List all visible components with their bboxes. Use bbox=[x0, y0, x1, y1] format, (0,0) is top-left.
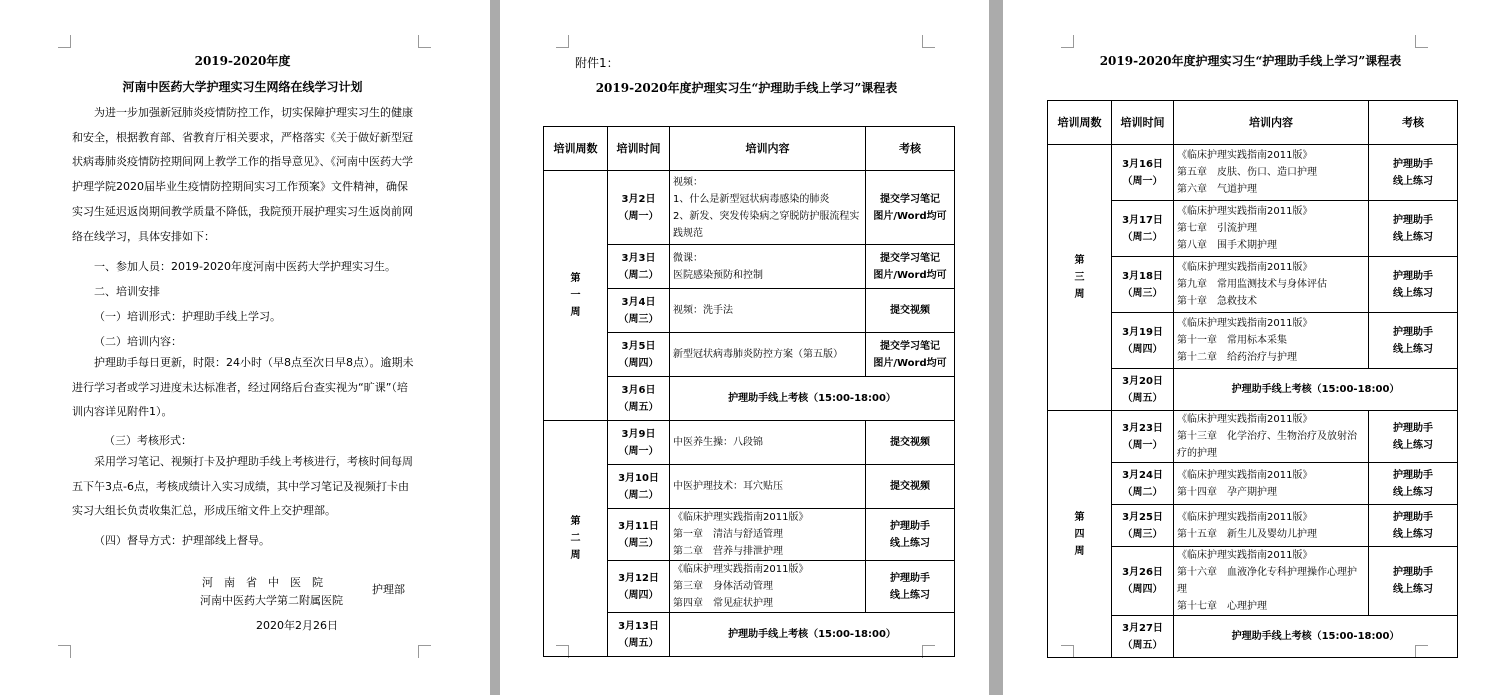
content-line: 《临床护理实践指南2011版》 bbox=[1177, 318, 1313, 329]
date-cell bbox=[1112, 145, 1174, 201]
date-text: 3月12日 bbox=[618, 572, 659, 584]
assessment-line: 护理助手 bbox=[1393, 422, 1433, 434]
weekday-text: （周五） bbox=[1122, 639, 1163, 651]
weekday-text: （周一） bbox=[618, 210, 659, 222]
table-header-cell: 考核 bbox=[1369, 101, 1458, 145]
schedule-title: 2019-2020年度护理实习生“护理助手线上学习”课程表 bbox=[1099, 54, 1402, 68]
assessment-line: 护理助手 bbox=[890, 572, 930, 584]
weekday-text: （周二） bbox=[618, 269, 659, 281]
document-page-2 bbox=[500, 0, 989, 695]
table-header-cell: 考核 bbox=[866, 127, 955, 171]
corner-mark bbox=[418, 645, 431, 658]
date-cell bbox=[608, 171, 670, 245]
content-cell bbox=[1174, 411, 1369, 463]
week-label-char: 二 bbox=[570, 533, 581, 544]
corner-mark bbox=[1061, 35, 1074, 48]
table-header-cell: 培训周数 bbox=[544, 127, 608, 171]
week-label bbox=[544, 171, 608, 421]
assessment-line: 线上练习 bbox=[890, 537, 930, 549]
document-page-1 bbox=[0, 0, 490, 695]
date-text: 3月18日 bbox=[1122, 270, 1163, 282]
content-cell bbox=[670, 421, 866, 465]
content-line: 第十七章 心理护理 bbox=[1177, 601, 1267, 612]
assessment-cell bbox=[1369, 505, 1458, 547]
content-line: 第十五章 新生儿及婴幼儿护理 bbox=[1177, 528, 1317, 540]
table-header-cell: 培训时间 bbox=[1112, 101, 1174, 145]
week-label-char: 第 bbox=[570, 516, 581, 527]
content-line: 《临床护理实践指南2011版》 bbox=[1177, 262, 1313, 273]
assessment-cell bbox=[866, 245, 955, 289]
content-cell bbox=[670, 245, 866, 289]
assessment-cell bbox=[1369, 411, 1458, 463]
weekday-text: （周三） bbox=[618, 313, 659, 325]
content-line: 微课： bbox=[673, 252, 703, 264]
weekday-text: （周一） bbox=[1122, 175, 1163, 187]
schedule-table-weeks-3-4 bbox=[1047, 100, 1458, 658]
content-line: 中医养生操：八段锦 bbox=[673, 437, 763, 448]
content-line: 《临床护理实践指南2011版》 bbox=[1177, 550, 1313, 561]
assessment-heading: （三）考核形式： bbox=[104, 434, 192, 447]
content-line: 视频：洗手法 bbox=[673, 305, 733, 316]
assessment-cell bbox=[866, 421, 955, 465]
date-cell bbox=[1112, 369, 1174, 411]
content-line: 第四章 常见症状护理 bbox=[673, 598, 773, 609]
assessment-cell bbox=[1369, 313, 1458, 369]
week-label-char: 周 bbox=[570, 550, 581, 561]
content-line: 1、什么是新型冠状病毒感染的肺炎 bbox=[673, 193, 830, 205]
date-cell bbox=[608, 245, 670, 289]
content-line: 第八章 围手术期护理 bbox=[1177, 240, 1277, 251]
date-text: 3月11日 bbox=[618, 520, 659, 532]
assessment-line: 护理助手 bbox=[890, 520, 930, 532]
content-cell bbox=[1174, 547, 1369, 616]
content-line: 《临床护理实践指南2011版》 bbox=[1177, 150, 1313, 161]
exam-cell: 护理助手线上考核（15:00-18:00） bbox=[1174, 369, 1458, 411]
assessment-line: 线上练习 bbox=[1393, 486, 1433, 498]
plan-title-line1: 2019-2020年度 bbox=[194, 54, 291, 68]
section-participants: 一、参加人员：2019-2020年度河南中医药大学护理实习生。 bbox=[94, 260, 396, 273]
date-cell bbox=[608, 561, 670, 613]
week-label-char: 一 bbox=[570, 290, 581, 301]
content-line: 第十四章 孕产期护理 bbox=[1177, 486, 1277, 498]
weekday-text: （周一） bbox=[618, 445, 659, 457]
content-line: 第三章 身体活动管理 bbox=[673, 581, 773, 592]
date-text: 3月20日 bbox=[1122, 375, 1163, 387]
corner-mark bbox=[1415, 35, 1428, 48]
date-text: 3月19日 bbox=[1122, 326, 1163, 338]
content-line: 第七章 引流护理 bbox=[1177, 223, 1257, 234]
assessment-line: 图片/Word均可 bbox=[873, 357, 947, 369]
content-cell bbox=[670, 333, 866, 377]
weekday-text: （周五） bbox=[1122, 392, 1163, 404]
date-text: 3月17日 bbox=[1122, 214, 1163, 226]
date-cell bbox=[1112, 411, 1174, 463]
date-cell bbox=[1112, 547, 1174, 616]
content-line: 《临床护理实践指南2011版》 bbox=[1177, 206, 1313, 217]
content-cell bbox=[1174, 505, 1369, 547]
week-label-char: 周 bbox=[570, 307, 581, 318]
assessment-line: 护理助手 bbox=[1393, 270, 1433, 282]
content-line: 视频： bbox=[673, 176, 703, 188]
content-cell bbox=[670, 509, 866, 561]
signature-department: 护理部 bbox=[372, 583, 405, 596]
content-line: 第一章 清洁与舒适管理 bbox=[673, 529, 783, 540]
weekday-text: （周四） bbox=[618, 589, 659, 601]
table-row bbox=[1048, 411, 1458, 463]
date-cell bbox=[1112, 463, 1174, 505]
date-cell bbox=[608, 613, 670, 657]
plan-title-line2: 河南中医药大学护理实习生网络在线学习计划 bbox=[122, 80, 363, 94]
weekday-text: （周二） bbox=[1122, 231, 1163, 243]
training-content-paragraph: 护理助手每日更新，时限：24小时（早8点至次日早8点）。逾期未进行学习者或学习进度未达标准者，经过网络后台查实视为“旷课”（培训内容详见附件1）。 bbox=[72, 356, 414, 419]
assessment-line: 图片/Word均可 bbox=[873, 210, 947, 222]
content-line: 第五章 皮肤、伤口、造口护理 bbox=[1177, 167, 1317, 178]
content-cell bbox=[670, 561, 866, 613]
content-line: 医院感染预防和控制 bbox=[673, 269, 763, 281]
weekday-text: （周四） bbox=[1122, 584, 1163, 595]
weekday-text: （周四） bbox=[1122, 343, 1163, 355]
assessment-line: 护理助手 bbox=[1393, 511, 1433, 523]
attachment-label: 附件1： bbox=[575, 56, 619, 70]
weekday-text: （周五） bbox=[618, 637, 659, 649]
assessment-line: 线上练习 bbox=[1393, 231, 1433, 243]
assessment-line: 提交视频 bbox=[890, 305, 930, 316]
assessment-line: 图片/Word均可 bbox=[873, 269, 947, 281]
schedule-title: 2019-2020年度护理实习生“护理助手线上学习”课程表 bbox=[595, 81, 898, 95]
content-line: 第十二章 给药治疗与护理 bbox=[1177, 352, 1297, 363]
corner-mark bbox=[58, 645, 71, 658]
content-cell bbox=[1174, 313, 1369, 369]
training-format: （一）培训形式：护理助手线上学习。 bbox=[94, 310, 281, 323]
training-content-heading: （二）培训内容： bbox=[94, 335, 182, 348]
assessment-cell bbox=[866, 171, 955, 245]
content-line: 第九章 常用监测技术与身体评估 bbox=[1177, 279, 1327, 290]
date-text: 3月27日 bbox=[1122, 622, 1163, 634]
content-cell bbox=[670, 171, 866, 245]
date-cell bbox=[1112, 201, 1174, 257]
date-cell bbox=[608, 421, 670, 465]
exam-cell: 护理助手线上考核（15:00-18:00） bbox=[670, 613, 955, 657]
table-row bbox=[544, 421, 955, 465]
date-cell bbox=[608, 509, 670, 561]
document-date: 2020年2月26日 bbox=[256, 619, 338, 632]
table-header-cell: 培训周数 bbox=[1048, 101, 1112, 145]
corner-mark bbox=[418, 35, 431, 48]
assessment-line: 护理助手 bbox=[1393, 567, 1433, 578]
content-cell bbox=[1174, 201, 1369, 257]
assessment-line: 护理助手 bbox=[1393, 469, 1433, 481]
assessment-line: 提交学习笔记 bbox=[880, 340, 940, 352]
assessment-cell bbox=[1369, 257, 1458, 313]
week-label-char: 第 bbox=[570, 273, 581, 284]
weekday-text: （周二） bbox=[618, 489, 659, 501]
assessment-line: 线上练习 bbox=[1393, 287, 1433, 299]
date-cell bbox=[608, 333, 670, 377]
date-text: 3月13日 bbox=[618, 620, 659, 632]
assessment-cell bbox=[866, 561, 955, 613]
week-label-char: 三 bbox=[1074, 272, 1085, 283]
assessment-line: 提交视频 bbox=[890, 437, 930, 448]
assessment-line: 提交视频 bbox=[890, 481, 930, 492]
date-text: 3月26日 bbox=[1122, 567, 1163, 578]
weekday-text: （周一） bbox=[1122, 439, 1163, 451]
date-text: 3月2日 bbox=[621, 193, 656, 205]
date-text: 3月6日 bbox=[621, 384, 656, 396]
week-label bbox=[1048, 145, 1112, 411]
content-line: 《临床护理实践指南2011版》 bbox=[1177, 414, 1313, 425]
content-cell bbox=[1174, 145, 1369, 201]
content-line: 第十章 急救技术 bbox=[1177, 296, 1257, 307]
date-cell bbox=[1112, 257, 1174, 313]
content-line: 2、新发、突发传染病之穿脱防护服流程实践规范 bbox=[673, 210, 860, 239]
date-cell bbox=[608, 289, 670, 333]
date-text: 3月24日 bbox=[1122, 469, 1163, 481]
assessment-line: 线上练习 bbox=[1393, 175, 1433, 187]
date-text: 3月16日 bbox=[1122, 158, 1163, 170]
week-label-char: 第 bbox=[1074, 255, 1085, 266]
content-line: 新型冠状病毒肺炎防控方案（第五版） bbox=[673, 349, 843, 360]
date-cell bbox=[1112, 313, 1174, 369]
assessment-cell bbox=[866, 333, 955, 377]
date-text: 3月4日 bbox=[621, 296, 656, 308]
assessment-cell bbox=[866, 509, 955, 561]
weekday-text: （周五） bbox=[618, 401, 659, 413]
schedule-table-weeks-1-2 bbox=[543, 126, 955, 657]
supervision-line: （四）督导方式：护理部线上督导。 bbox=[94, 534, 270, 547]
assessment-line: 线上练习 bbox=[1393, 528, 1433, 540]
weekday-text: （周三） bbox=[1122, 287, 1163, 299]
content-line: 《临床护理实践指南2011版》 bbox=[1177, 511, 1313, 523]
assessment-line: 线上练习 bbox=[1393, 584, 1433, 595]
date-text: 3月5日 bbox=[621, 340, 656, 352]
content-line: 第十一章 常用标本采集 bbox=[1177, 335, 1287, 346]
assessment-line: 提交学习笔记 bbox=[880, 193, 940, 205]
table-row bbox=[1048, 145, 1458, 201]
weekday-text: （周三） bbox=[1122, 528, 1163, 540]
signature-affiliated-hospital: 河南中医药大学第二附属医院 bbox=[200, 594, 343, 607]
content-line: 《临床护理实践指南2011版》 bbox=[673, 564, 809, 575]
content-line: 第十六章 血液净化专科护理操作心理护理 bbox=[1177, 567, 1357, 595]
assessment-line: 护理助手 bbox=[1393, 326, 1433, 338]
assessment-cell bbox=[1369, 145, 1458, 201]
table-header-cell: 培训时间 bbox=[608, 127, 670, 171]
week-label bbox=[544, 421, 608, 657]
assessment-line: 线上练习 bbox=[890, 589, 930, 601]
assessment-cell bbox=[1369, 201, 1458, 257]
content-cell bbox=[1174, 257, 1369, 313]
assessment-cell bbox=[1369, 463, 1458, 505]
date-text: 3月3日 bbox=[621, 252, 656, 264]
content-line: 第六章 气道护理 bbox=[1177, 184, 1257, 195]
date-text: 3月9日 bbox=[621, 428, 656, 440]
assessment-line: 提交学习笔记 bbox=[880, 252, 940, 264]
table-row bbox=[544, 171, 955, 245]
corner-mark bbox=[58, 35, 71, 48]
assessment-line: 线上练习 bbox=[1393, 343, 1433, 355]
date-text: 3月25日 bbox=[1122, 511, 1163, 523]
date-text: 3月10日 bbox=[618, 472, 659, 484]
week-label-char: 第 bbox=[1074, 511, 1085, 523]
assessment-cell bbox=[1369, 547, 1458, 616]
content-cell bbox=[670, 289, 866, 333]
content-cell bbox=[670, 465, 866, 509]
section-training-plan: 二、培训安排 bbox=[94, 285, 160, 298]
date-text: 3月23日 bbox=[1122, 422, 1163, 434]
assessment-line: 护理助手 bbox=[1393, 158, 1433, 170]
intro-paragraph: 为进一步加强新冠肺炎疫情防控工作，切实保障护理实习生的健康和安全，根据教育部、省教育厅相关要求，严格落实《关于做好新型冠状病毒肺炎疫情防控期间网上教学工作的指导意见》、《河南中医药大学护理学院2020届毕业生疫情防控期间实习工作预案》文件精神，确保实习生延迟返岗期间教学质量不降低，我院预开展护理实习生返岗前网络在线学习，具体安排如下： bbox=[72, 106, 413, 243]
signature-hospital: 河 南 省 中 医 院 bbox=[202, 576, 323, 589]
date-cell bbox=[608, 465, 670, 509]
date-cell bbox=[608, 377, 670, 421]
content-line: 《临床护理实践指南2011版》 bbox=[673, 512, 809, 523]
table-header-row bbox=[544, 127, 955, 171]
table-header-cell: 培训内容 bbox=[670, 127, 866, 171]
assessment-cell bbox=[866, 465, 955, 509]
week-label-char: 四 bbox=[1074, 528, 1085, 540]
weekday-text: （周二） bbox=[1122, 486, 1163, 498]
date-cell bbox=[1112, 505, 1174, 547]
content-line: 第十三章 化学治疗、生物治疗及放射治疗的护理 bbox=[1177, 431, 1357, 459]
content-cell bbox=[1174, 463, 1369, 505]
date-cell bbox=[1112, 616, 1174, 658]
content-line: 第二章 营养与排泄护理 bbox=[673, 546, 783, 557]
week-label bbox=[1048, 411, 1112, 658]
assessment-line: 护理助手 bbox=[1393, 214, 1433, 226]
exam-cell: 护理助手线上考核（15:00-18:00） bbox=[1174, 616, 1458, 658]
weekday-text: （周四） bbox=[618, 357, 659, 369]
week-label-char: 周 bbox=[1074, 545, 1085, 557]
document-page-3 bbox=[1003, 0, 1488, 695]
assessment-line: 线上练习 bbox=[1393, 439, 1433, 451]
exam-cell: 护理助手线上考核（15:00-18:00） bbox=[670, 377, 955, 421]
table-header-cell: 培训内容 bbox=[1174, 101, 1369, 145]
content-line: 中医护理技术：耳穴贴压 bbox=[673, 481, 783, 492]
table-header-row bbox=[1048, 101, 1458, 145]
content-line: 《临床护理实践指南2011版》 bbox=[1177, 469, 1313, 481]
weekday-text: （周三） bbox=[618, 537, 659, 549]
corner-mark bbox=[922, 35, 935, 48]
assessment-paragraph: 采用学习笔记、视频打卡及护理助手线上考核进行，考核时间每周五下午3点-6点，考核成绩计入实习成绩，其中学习笔记及视频打卡由实习大组长负责收集汇总，形成压缩文件上交护理部。 bbox=[72, 455, 413, 518]
week-label-char: 周 bbox=[1074, 289, 1085, 300]
corner-mark bbox=[556, 35, 569, 48]
assessment-cell bbox=[866, 289, 955, 333]
